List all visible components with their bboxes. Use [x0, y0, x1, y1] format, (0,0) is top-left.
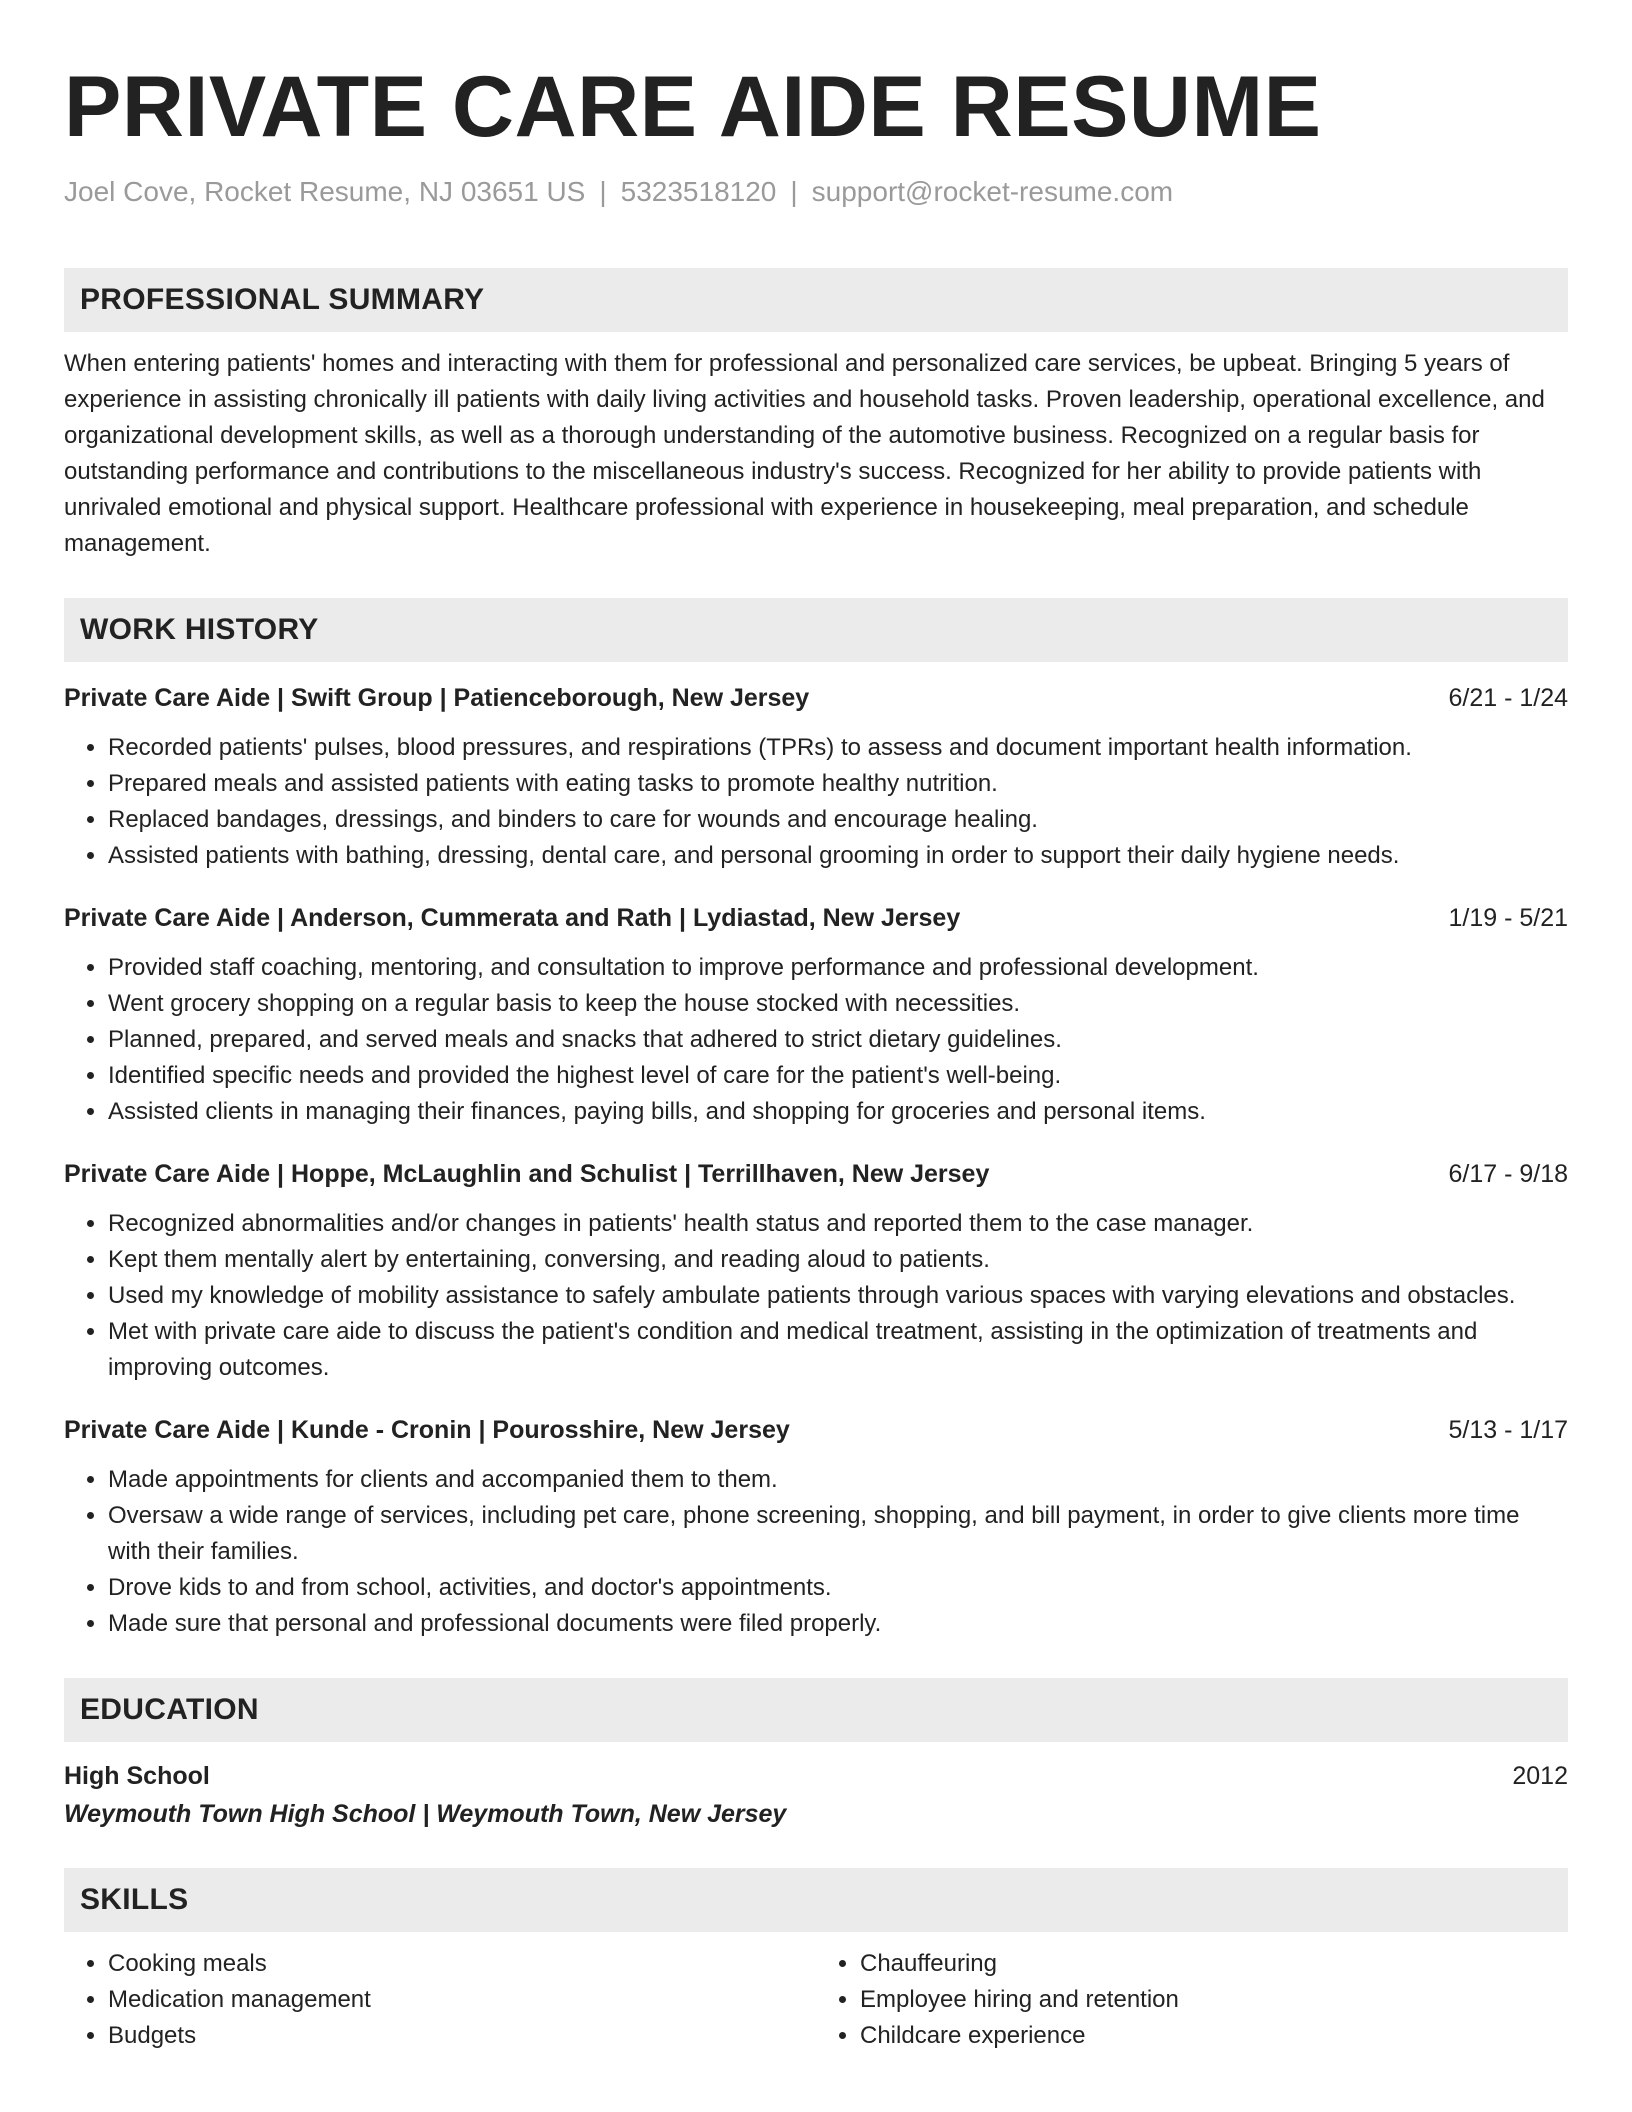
job-bullet: • Provided staff coaching, mentoring, and consultation to improve performance and professional development.	[108, 950, 1568, 986]
job-header	[64, 1412, 1568, 1448]
job-bullet: • Made appointments for clients and accompanied them to them.	[108, 1462, 1568, 1498]
contact-address: Joel Cove, Rocket Resume, NJ 03651 US	[64, 176, 586, 207]
job-bullet: • Recognized abnormalities and/or changes in patients' health status and reported them to the case manager.	[108, 1206, 1568, 1242]
education-year: 2012	[1512, 1762, 1568, 1790]
job-title: Private Care Aide | Swift Group | Patienceborough, New Jersey	[64, 684, 810, 712]
resume-title: PRIVATE CARE AIDE RESUME	[64, 59, 1322, 155]
job-bullets	[64, 1462, 1568, 1642]
job-header	[64, 900, 1568, 936]
job-bullet: • Kept them mentally alert by entertaining, conversing, and reading aloud to patients.	[108, 1242, 1568, 1278]
job-bullet: • Assisted clients in managing their finances, paying bills, and shopping for groceries and personal items.	[108, 1094, 1568, 1130]
education-header	[64, 1758, 1568, 1794]
job-bullets	[64, 1206, 1568, 1386]
job-bullets	[64, 950, 1568, 1130]
skill-item: • Budgets	[108, 2018, 816, 2054]
section-heading-education: EDUCATION	[64, 1678, 1568, 1742]
job-bullet: • Replaced bandages, dressings, and binders to care for wounds and encourage healing.	[108, 802, 1568, 838]
section-heading-work-history: WORK HISTORY	[64, 598, 1568, 662]
job-dates: 1/19 - 5/21	[1448, 904, 1568, 932]
skill-item: • Medication management	[108, 1982, 816, 2018]
skill-item: • Cooking meals	[108, 1946, 816, 1982]
section-heading-skills: SKILLS	[64, 1868, 1568, 1932]
job-bullet: • Oversaw a wide range of services, including pet care, phone screening, shopping, and bill payment, in order to give clients more time with their families.	[108, 1498, 1568, 1570]
job-bullet: • Went grocery shopping on a regular basis to keep the house stocked with necessities.	[108, 986, 1568, 1022]
job-bullet: • Used my knowledge of mobility assistance to safely ambulate patients through various spaces with varying elevations and obstacles.	[108, 1278, 1568, 1314]
contact-separator: |	[790, 176, 798, 207]
job-bullet: • Made sure that personal and professional documents were filed properly.	[108, 1606, 1568, 1642]
skills-column-right	[816, 1946, 1568, 2054]
job-entry	[64, 1412, 1568, 1642]
contact-separator: |	[599, 176, 607, 207]
skill-item: • Childcare experience	[860, 2018, 1568, 2054]
job-bullets	[64, 730, 1568, 874]
education-degree: High School	[64, 1762, 210, 1790]
job-bullet: • Identified specific needs and provided the highest level of care for the patient's well-being.	[108, 1058, 1568, 1094]
job-entry	[64, 680, 1568, 874]
job-header	[64, 680, 1568, 716]
job-bullet: • Prepared meals and assisted patients with eating tasks to promote healthy nutrition.	[108, 766, 1568, 802]
section-heading-summary: PROFESSIONAL SUMMARY	[64, 268, 1568, 332]
skills-column-left	[64, 1946, 816, 2054]
job-entry	[64, 900, 1568, 1130]
job-dates: 5/13 - 1/17	[1448, 1416, 1568, 1444]
job-entry	[64, 1156, 1568, 1386]
contact-phone: 5323518120	[620, 176, 777, 207]
job-header	[64, 1156, 1568, 1192]
job-dates: 6/21 - 1/24	[1448, 684, 1568, 712]
contact-line	[64, 174, 1568, 210]
skills-list	[64, 1946, 1568, 2054]
job-bullet: • Drove kids to and from school, activities, and doctor's appointments.	[108, 1570, 1568, 1606]
job-bullet: • Assisted patients with bathing, dressing, dental care, and personal grooming in order to support their daily hygiene needs.	[108, 838, 1568, 874]
job-bullet: • Planned, prepared, and served meals and snacks that adhered to strict dietary guidelines.	[108, 1022, 1568, 1058]
job-bullet: • Met with private care aide to discuss the patient's condition and medical treatment, assisting in the optimization of treatments and improving outcomes.	[108, 1314, 1568, 1386]
job-title: Private Care Aide | Anderson, Cummerata and Rath | Lydiastad, New Jersey	[64, 904, 961, 932]
education-school: Weymouth Town High School | Weymouth Town, New Jersey	[64, 1800, 787, 1828]
job-title: Private Care Aide | Hoppe, McLaughlin and Schulist | Terrillhaven, New Jersey	[64, 1160, 990, 1188]
education-entry	[64, 1758, 1568, 1832]
contact-email: support@rocket-resume.com	[811, 176, 1174, 207]
summary-text: When entering patients' homes and interacting with them for professional and personalized care services, be upbeat. Bringing 5 years of experience in assisting chronically ill patients with daily living activities and household tasks. Proven leadership, operational excellence, and organizational development skills, as well as a thorough understanding of the automotive business. Recognized on a regular basis for outstanding performance and contributions to the miscellaneous industry's success. Recognized for her ability to provide patients with unrivaled emotional and physical support. Healthcare professional with experience in housekeeping, meal preparation, and schedule management.	[64, 350, 1545, 557]
job-dates: 6/17 - 9/18	[1448, 1160, 1568, 1188]
job-bullet: • Recorded patients' pulses, blood pressures, and respirations (TPRs) to assess and document important health information.	[108, 730, 1568, 766]
skill-item: • Employee hiring and retention	[860, 1982, 1568, 2018]
skill-item: • Chauffeuring	[860, 1946, 1568, 1982]
job-title: Private Care Aide | Kunde - Cronin | Pourosshire, New Jersey	[64, 1416, 790, 1444]
